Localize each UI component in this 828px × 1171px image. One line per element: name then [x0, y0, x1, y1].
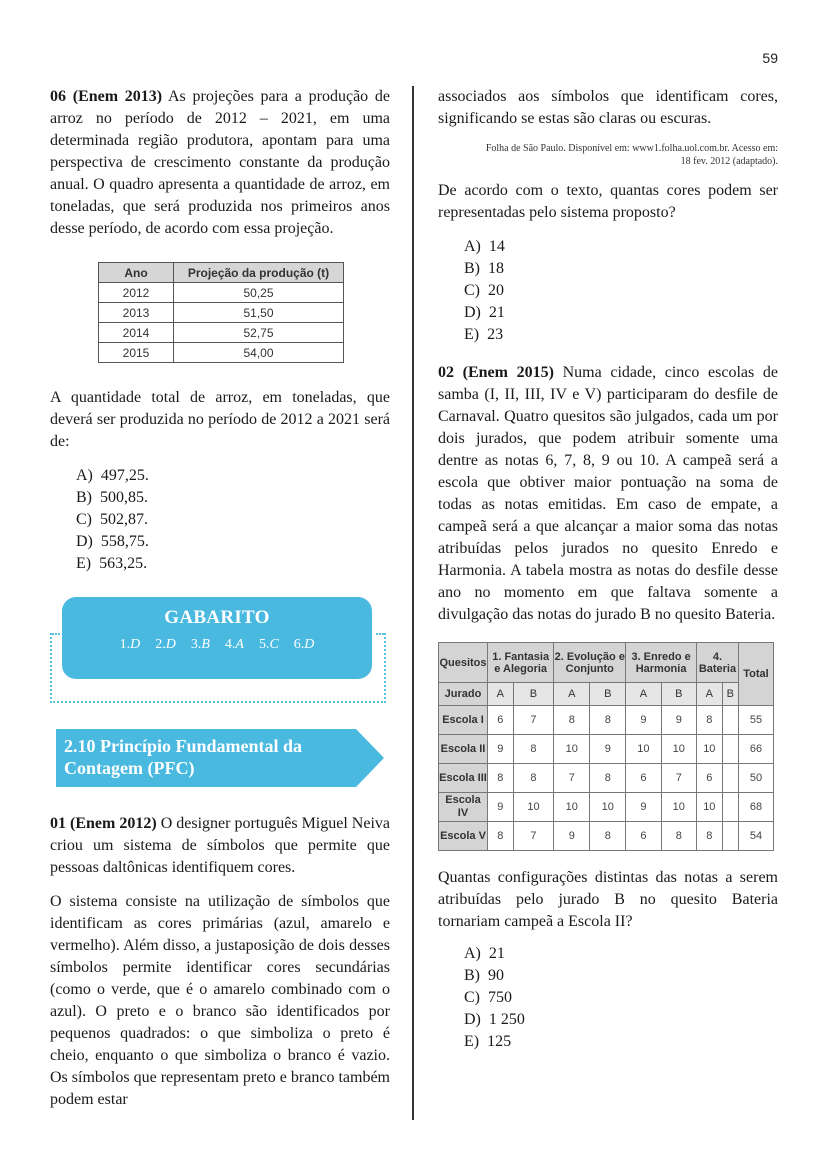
q01-statement: 01 (Enem 2012) O designer português Miguel Neiva criou um sistema de símbolos que permite que pessoas daltônicas identifiquem cores. [50, 815, 391, 876]
q01-continuation: associados aos símbolos que identificam cores, significando se estas são claras ou escuras. [438, 88, 778, 127]
section-title: 2.10 Princípio Fundamental da Contagem (PFC) [64, 736, 303, 778]
school-name: Escola IV [439, 793, 488, 822]
score-cell: 10 [513, 793, 554, 822]
source-citation: Folha de São Paulo. Disponível em: www1.folha.uol.com.br. Acesso em: 18 fev. 2012 (adaptado). [485, 143, 778, 167]
option-e[interactable]: E) 23 [464, 326, 504, 343]
score-cell: 7 [554, 764, 590, 793]
total-cell: 50 [739, 764, 774, 793]
school-name: Escola III [439, 764, 488, 793]
option-d[interactable]: D) 558,75. [76, 533, 149, 550]
q01-label: 01 (Enem 2012) [50, 815, 157, 832]
gabarito-answer: 1.D [119, 637, 141, 652]
jurado-cell: A [554, 683, 590, 706]
school-name: Escola I [439, 706, 488, 735]
q01-question: De acordo com o texto, quantas cores podem ser representadas pelo sistema proposto? [438, 182, 778, 221]
score-cell: 9 [626, 793, 661, 822]
option-e[interactable]: E) 563,25. [76, 555, 148, 572]
score-cell: 10 [590, 793, 626, 822]
score-cell: 8 [488, 822, 514, 851]
score-cell: 10 [554, 735, 590, 764]
gabarito-answers [62, 637, 372, 653]
score-cell [722, 706, 738, 735]
score-cell: 9 [488, 735, 514, 764]
score-cell: 8 [590, 764, 626, 793]
table-header: Projeção da produção (t) [174, 263, 344, 283]
score-cell: 10 [661, 793, 696, 822]
score-cell [722, 793, 738, 822]
score-cell: 10 [554, 793, 590, 822]
q06-options [50, 465, 390, 575]
score-cell: 8 [696, 822, 722, 851]
score-cell: 9 [626, 706, 661, 735]
q06-question: A quantidade total de arroz, em toneladas, que deverá ser produzida no período de 2012 a 2021 será de: [50, 389, 390, 450]
total-cell: 55 [739, 706, 774, 735]
score-cell: 6 [626, 764, 661, 793]
gabarito-panel [50, 597, 386, 707]
table-row [439, 822, 774, 851]
score-cell: 7 [661, 764, 696, 793]
score-cell: 10 [696, 793, 722, 822]
score-cell: 6 [626, 822, 661, 851]
gabarito-answer: 2.D [155, 637, 176, 652]
score-cell: 10 [696, 735, 722, 764]
score-cell [722, 764, 738, 793]
gabarito-title: GABARITO [164, 607, 270, 628]
option-b[interactable]: B) 500,85. [76, 489, 148, 506]
option-c[interactable]: C) 502,87. [76, 511, 148, 528]
table-row [439, 706, 774, 735]
total-cell: 54 [739, 822, 774, 851]
score-cell [722, 735, 738, 764]
score-cell: 7 [513, 706, 554, 735]
option-c[interactable]: C) 20 [464, 282, 504, 299]
score-cell: 10 [626, 735, 661, 764]
score-cell: 8 [661, 822, 696, 851]
section-banner [50, 729, 378, 787]
school-name: Escola II [439, 735, 488, 764]
q06-label: 06 (Enem 2013) [50, 88, 163, 105]
category-header: 3. Enredo e Harmonia [626, 643, 697, 683]
jurado-cell: A [696, 683, 722, 706]
score-cell [722, 822, 738, 851]
table-row [439, 735, 774, 764]
score-cell: 6 [488, 706, 514, 735]
q06-statement: 06 (Enem 2013) As projeções para a produção de arroz no período de 2012 – 2021, em uma determinada região produtora, apontam para uma perspectiva de crescimento constante da produção anual. O quadro apresenta a quantidade de arroz, em toneladas, que será produzida nos primeiros anos desse período, de acordo com essa projeção. [50, 88, 390, 237]
table-row: 2014 52,75 [99, 323, 344, 343]
jurado-cell: B [722, 683, 738, 706]
category-header: 4. Bateria [696, 643, 738, 683]
q02-statement: 02 (Enem 2015) Numa cidade, cinco escolas de samba (I, II, III, IV e V) participaram do desfile de Carnaval. Quatro quesitos são julgados, cada um por dois jurados, que podem atribuir somente uma dentre as notas 6, 7, 8, 9 ou 10. A campeã será a escola que obtiver maior pontuação na soma de todas as notas emitidas. Em caso de empate, a campeã será a que alcançar a maior soma das notas atribuídas pelos jurados no quesito Enredo e Harmonia. A tabela mostra as notas do desfile desse ano no momento em que faltava somente a divulgação das notas do jurado B no quesito Bateria. [438, 364, 778, 623]
gabarito-answer: 4.A [224, 637, 244, 652]
page-number: 59 [762, 50, 778, 66]
q01-options [438, 236, 778, 346]
score-cell: 9 [488, 793, 514, 822]
total-cell: 68 [739, 793, 774, 822]
jurado-cell: B [590, 683, 626, 706]
score-cell: 9 [661, 706, 696, 735]
score-cell: 9 [554, 822, 590, 851]
score-cell: 8 [696, 706, 722, 735]
q02-label: 02 (Enem 2015) [438, 364, 554, 381]
gabarito-answer: 3.B [190, 637, 210, 652]
category-header: 1. Fantasia e Alegoria [488, 643, 554, 683]
score-cell: 8 [488, 764, 514, 793]
q01-text: O sistema consiste na utilização de símbolos que identificam as cores primárias (azul, amarelo e vermelho). Além disso, a justaposição de dois desses símbolos permite identificar cores secundárias (como o verde, que é o amarelo combinado com o azul). O preto e o branco são identificados por pequenos quadrados: o que simboliza o preto é cheio, enquanto o que simboliza o branco é vazio. Os símbolos que representam preto e branco também podem estar [50, 893, 390, 1108]
score-cell: 8 [513, 735, 554, 764]
option-c[interactable]: C) 750 [464, 989, 512, 1006]
table-row: 2015 54,00 [99, 343, 344, 363]
quesitos-header: Quesitos [439, 643, 488, 683]
gabarito-answer: 5.C [258, 637, 279, 652]
rice-production-table [98, 262, 344, 363]
option-e[interactable]: E) 125 [464, 1033, 512, 1050]
left-column [50, 86, 390, 1111]
score-cell: 8 [513, 764, 554, 793]
table-header: Ano [99, 263, 174, 283]
jurado-header: Jurado [439, 683, 488, 706]
table-row [439, 764, 774, 793]
jurado-cell: A [626, 683, 661, 706]
school-name: Escola V [439, 822, 488, 851]
score-cell: 6 [696, 764, 722, 793]
q02-question: Quantas configurações distintas das notas a serem atribuídas pelo jurado B no quesito Bateria tornariam campeã a Escola II? [438, 869, 778, 930]
score-cell: 7 [513, 822, 554, 851]
option-b[interactable]: B) 18 [464, 260, 504, 277]
jurado-cell: B [513, 683, 554, 706]
right-column [438, 86, 778, 1053]
jurado-cell: B [661, 683, 696, 706]
category-header: 2. Evolução e Conjunto [554, 643, 626, 683]
option-b[interactable]: B) 90 [464, 967, 504, 984]
column-divider [412, 86, 414, 1120]
score-cell: 8 [554, 706, 590, 735]
score-cell: 10 [661, 735, 696, 764]
score-cell: 9 [590, 735, 626, 764]
option-a[interactable]: A) 14 [464, 238, 505, 255]
score-cell: 8 [590, 822, 626, 851]
gabarito-box [62, 597, 372, 679]
option-a[interactable]: A) 497,25. [76, 467, 149, 484]
table-row: 2013 51,50 [99, 303, 344, 323]
option-a[interactable]: A) 21 [464, 945, 505, 962]
samba-scores-table [438, 642, 774, 851]
table-row: 2012 50,25 [99, 283, 344, 303]
q02-options [438, 943, 778, 1053]
total-cell: 66 [739, 735, 774, 764]
table-row [439, 793, 774, 822]
gabarito-answer: 6.D [293, 637, 315, 652]
score-cell: 8 [590, 706, 626, 735]
jurado-cell: A [488, 683, 514, 706]
total-header: Total [739, 643, 774, 706]
option-d[interactable]: D) 21 [464, 304, 505, 321]
option-d[interactable]: D) 1 250 [464, 1011, 525, 1028]
